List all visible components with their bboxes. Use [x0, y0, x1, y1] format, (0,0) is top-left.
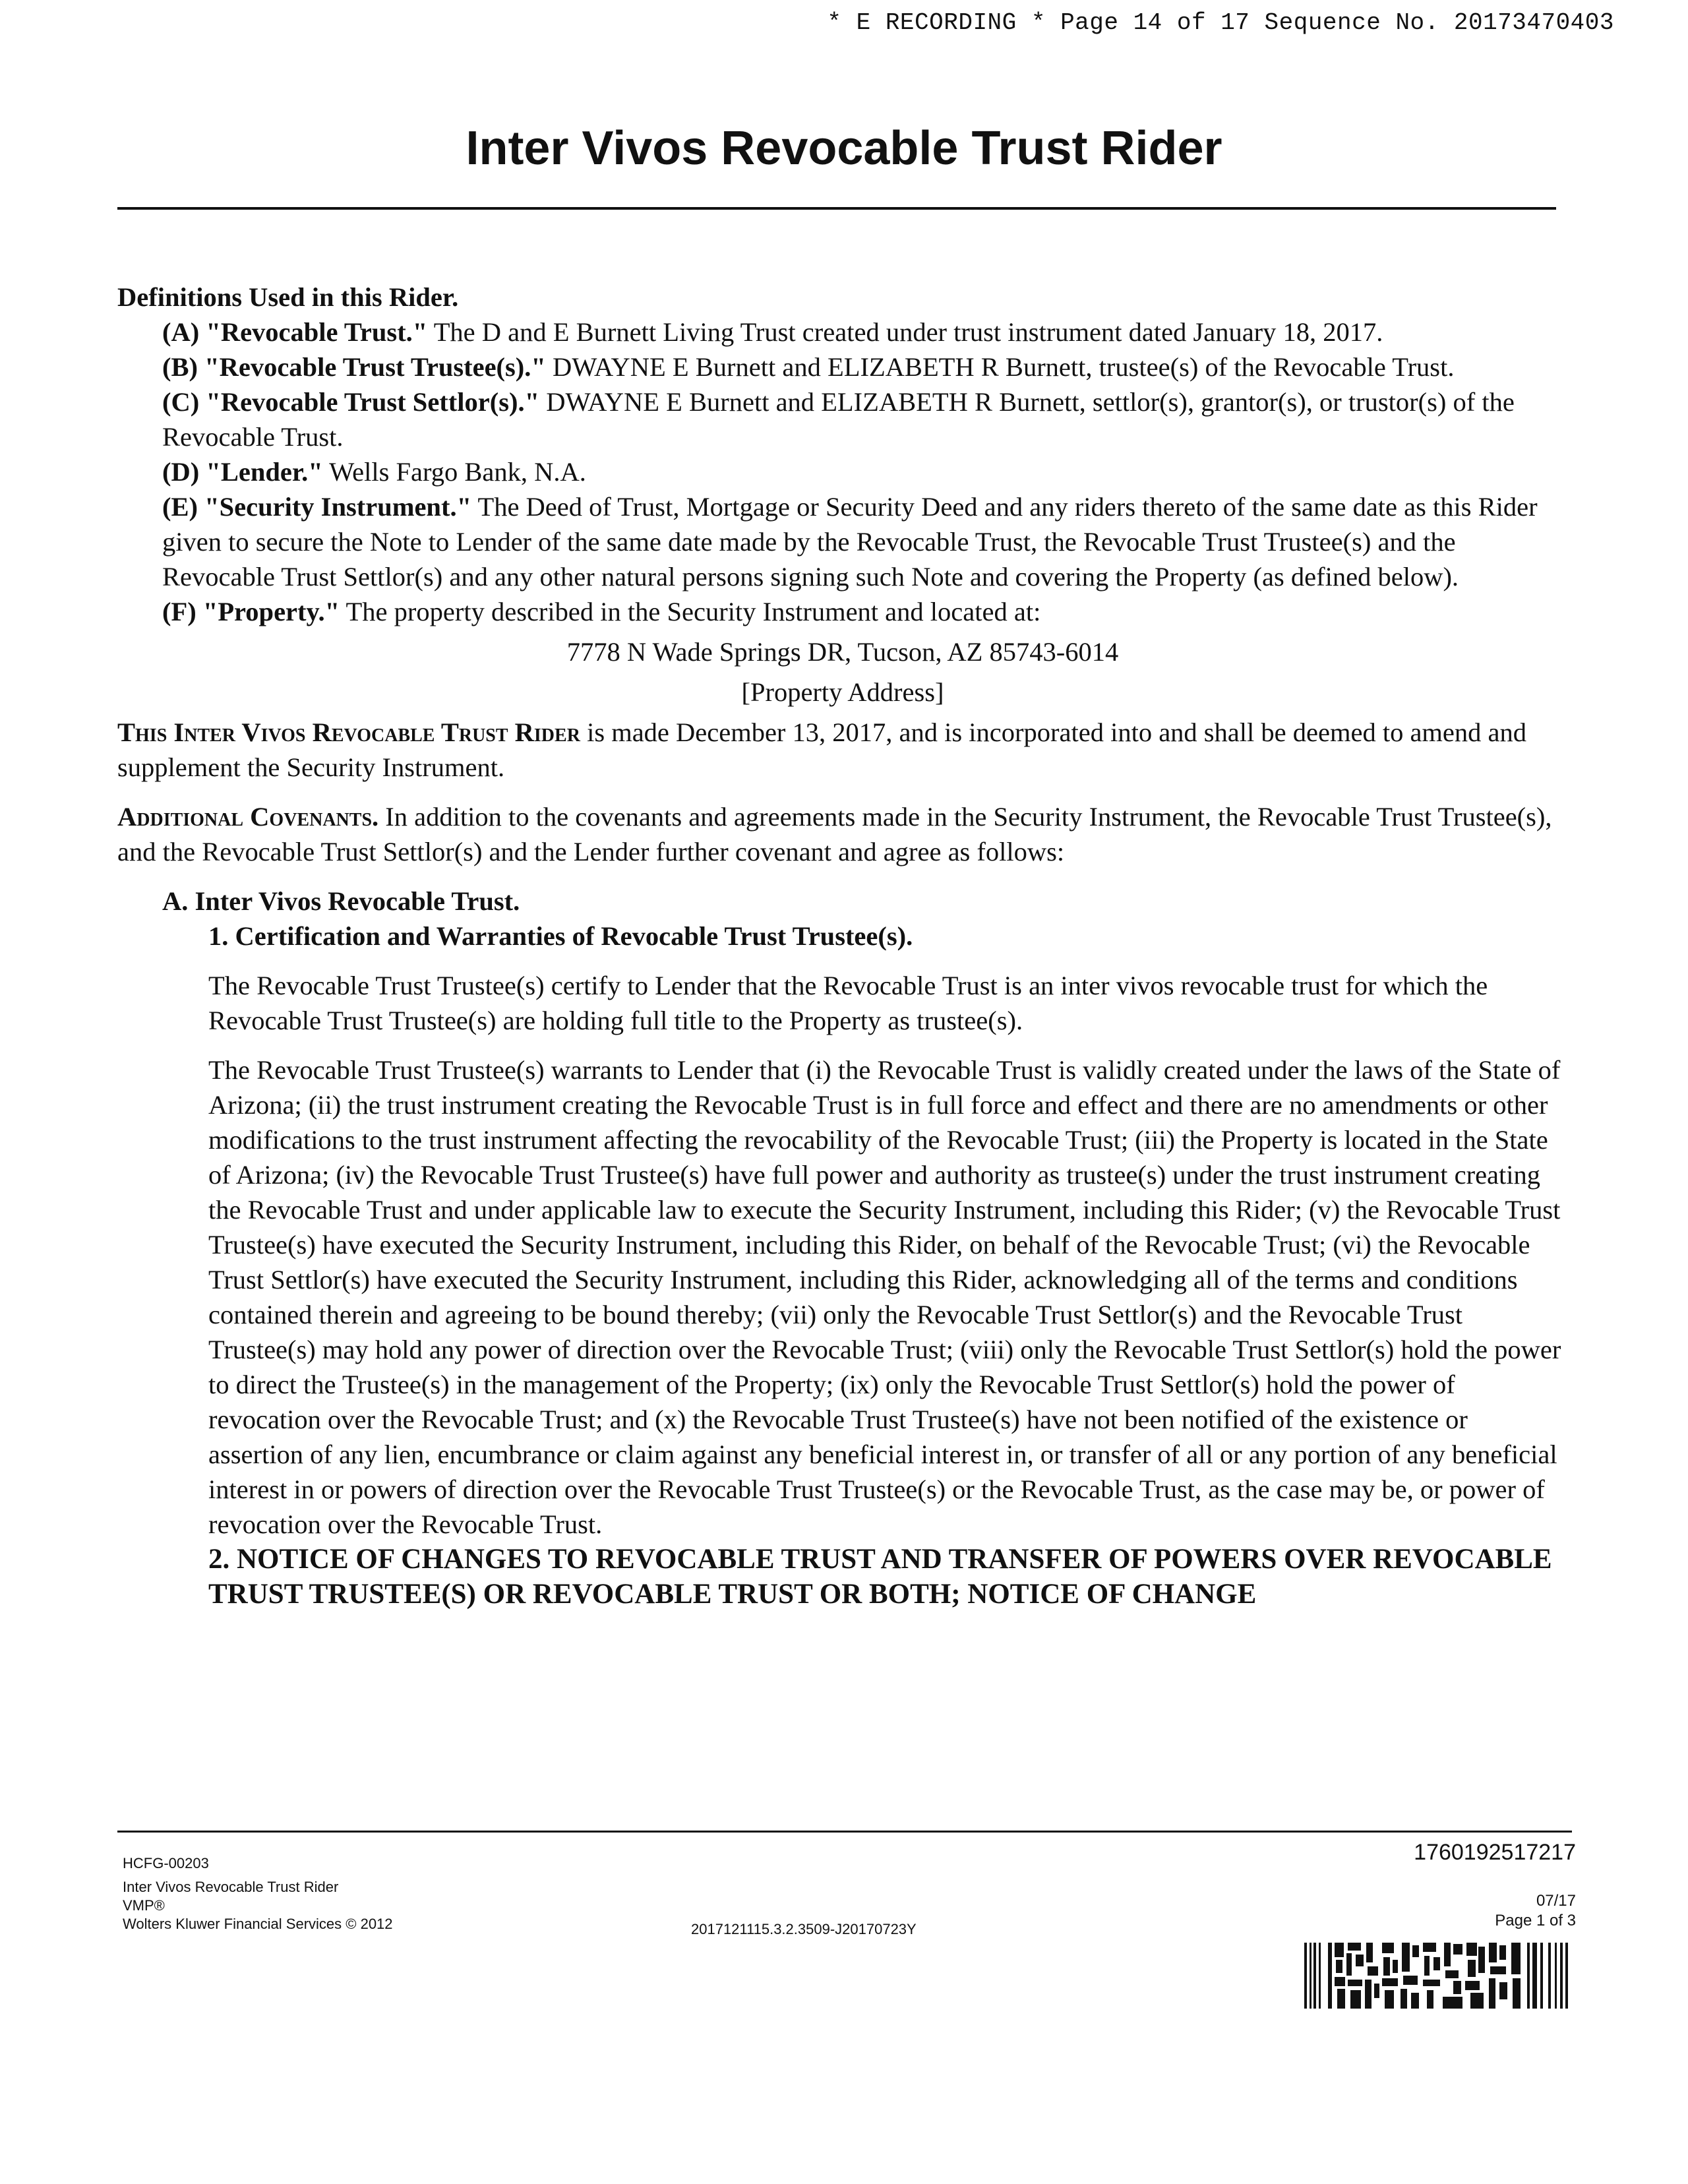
definitions-heading: Definitions Used in this Rider.: [117, 282, 459, 312]
document-title: Inter Vivos Revocable Trust Rider: [466, 122, 1222, 175]
definition-a: [117, 315, 1568, 349]
warranties-paragraph: The Revocable Trust Trustee(s) warrants to Lender that (i) the Revocable Trust is validly created under the laws of the State of Arizona; (ii) the trust instrument creating the Revocable Trust is in full force and effect and there are no amendments or other modifications to the trust instrument affecting the revocability of the Revocable Trust; (iii) the Property is located in the State of Arizona; (iv) the Revocable Trust Trustee(s) have full power and authority as trustee(s) under the trust instrument creating the Revocable Trust and under applicable law to execute the Security Instrument, including this Rider; (v) the Revocable Trust Trustee(s) have executed the Security Instrument, including this Rider, on behalf of the Revocable Trust; (vi) the Revocable Trust Settlor(s) have executed the Security Instrument, including this Rider, acknowledging all of the terms and conditions contained therein and agreeing to be bound thereby; (vii) only the Revocable Trust Settlor(s) and the Revocable Trust Trustee(s) may hold any power of direction over the Revocable Trust; (viii) only the Revocable Trust Settlor(s) hold the power to direct the Trustee(s) in the management of the Property; (ix) only the Revocable Trust Settlor(s) hold the power of revocation over the Revocable Trust; and (x) the Revocable Trust Trustee(s) have not been notified of the existence or assertion of any lien, encumbrance or claim against any beneficial interest in, or transfer of all or any portion of any beneficial interest in or powers of direction over the Revocable Trust Trustee(s) or the Revocable Trust, as the case may be, or power of revocation over the Revocable Trust.: [208, 1055, 1561, 1539]
definition-text: The D and E Burnett Living Trust created under trust instrument dated January 18, 2017.: [427, 317, 1383, 347]
document-id: 2017121115.3.2.3509-J20170723Y: [691, 1921, 917, 1937]
definition-c: [117, 384, 1568, 454]
covenants-text: In addition to the covenants and agreements made in the Security Instrument, the Revocable Trust Trustee(s), and the Revocable Trust Settlor(s) and the Lender further covenant and agree as follows:: [117, 802, 1552, 866]
section-a-heading: A. Inter Vivos Revocable Trust.: [162, 886, 520, 916]
page-number: Page 1 of 3: [1495, 1912, 1576, 1929]
certification-paragraph: The Revocable Trust Trustee(s) certify to Lender that the Revocable Trust is an inter vivos revocable trust for which the Revocable Trust Trustee(s) are holding full title to the Property as trustee(s).: [208, 971, 1488, 1035]
definition-d: [117, 454, 1568, 489]
vmp-mark: VMP®: [123, 1897, 165, 1914]
document-body: [117, 280, 1568, 1612]
definition-text: DWAYNE E Burnett and ELIZABETH R Burnett, trustee(s) of the Revocable Trust.: [545, 352, 1455, 382]
definition-f: [117, 594, 1568, 629]
recording-stamp: * E RECORDING * Page 14 of 17 Sequence No. 20173470403: [827, 9, 1614, 36]
definition-e: [117, 489, 1568, 594]
barcode-image: [1304, 1940, 1569, 2011]
loan-number: 1760192517217: [1414, 1840, 1576, 1865]
definition-label: (C) "Revocable Trust Settlor(s).": [162, 387, 540, 417]
form-date: 07/17: [1536, 1892, 1576, 1910]
form-name: Inter Vivos Revocable Trust Rider: [123, 1879, 339, 1895]
definition-b: [117, 349, 1568, 384]
definition-text: DWAYNE E Burnett and ELIZABETH R Burnett, settlor(s), grantor(s), or trustor(s) of the Revocable Trust.: [162, 387, 1515, 452]
additional-covenants: [117, 799, 1568, 869]
definition-text: The Deed of Trust, Mortgage or Security Deed and any riders thereto of the same date as this Rider given to secure the Note to Lender of the same date made by the Revocable Trust, the Revocable Trust Trustee(s) and the Revocable Trust Settlor(s) and any other natural persons signing such Note and covering the Property (as defined below).: [162, 492, 1538, 592]
definition-text: Wells Fargo Bank, N.A.: [322, 457, 586, 487]
rider-intro: [117, 715, 1568, 785]
footer-page-info: [1495, 1891, 1576, 1931]
footer-divider: [117, 1831, 1572, 1833]
definition-label: (D) "Lender.": [162, 457, 323, 487]
footer-form-info: [123, 1854, 393, 1933]
section-a2-heading: 2. NOTICE OF CHANGES TO REVOCABLE TRUST AND TRANSFER OF POWERS OVER REVOCABLE TRUST TRUSTEE(S) OR REVOCABLE TRUST OR BOTH; NOTICE OF CHANGE: [208, 1544, 1552, 1610]
rider-intro-text: is made December 13, 2017, and is incorporated into and shall be deemed to amend and supplement the Security Instrument.: [117, 717, 1526, 782]
definition-label: (E) "Security Instrument.": [162, 492, 472, 522]
definition-label: (B) "Revocable Trust Trustee(s).": [162, 352, 546, 382]
rider-intro-label: This Inter Vivos Revocable Trust Rider: [117, 717, 580, 747]
covenants-label: Additional Covenants.: [117, 802, 379, 832]
property-address-caption: [Property Address]: [741, 677, 944, 707]
title-divider: [117, 207, 1556, 210]
barcode-graphic: [1304, 1940, 1569, 2011]
definition-text: The property described in the Security Instrument and located at:: [340, 597, 1041, 626]
section-a1-heading: 1. Certification and Warranties of Revocable Trust Trustee(s).: [208, 921, 913, 951]
definition-label: (A) "Revocable Trust.": [162, 317, 428, 347]
form-code: HCFG-00203: [123, 1855, 209, 1871]
publisher: Wolters Kluwer Financial Services © 2012: [123, 1916, 393, 1932]
definition-label: (F) "Property.": [162, 597, 340, 626]
property-address: 7778 N Wade Springs DR, Tucson, AZ 85743-6014: [566, 637, 1119, 667]
